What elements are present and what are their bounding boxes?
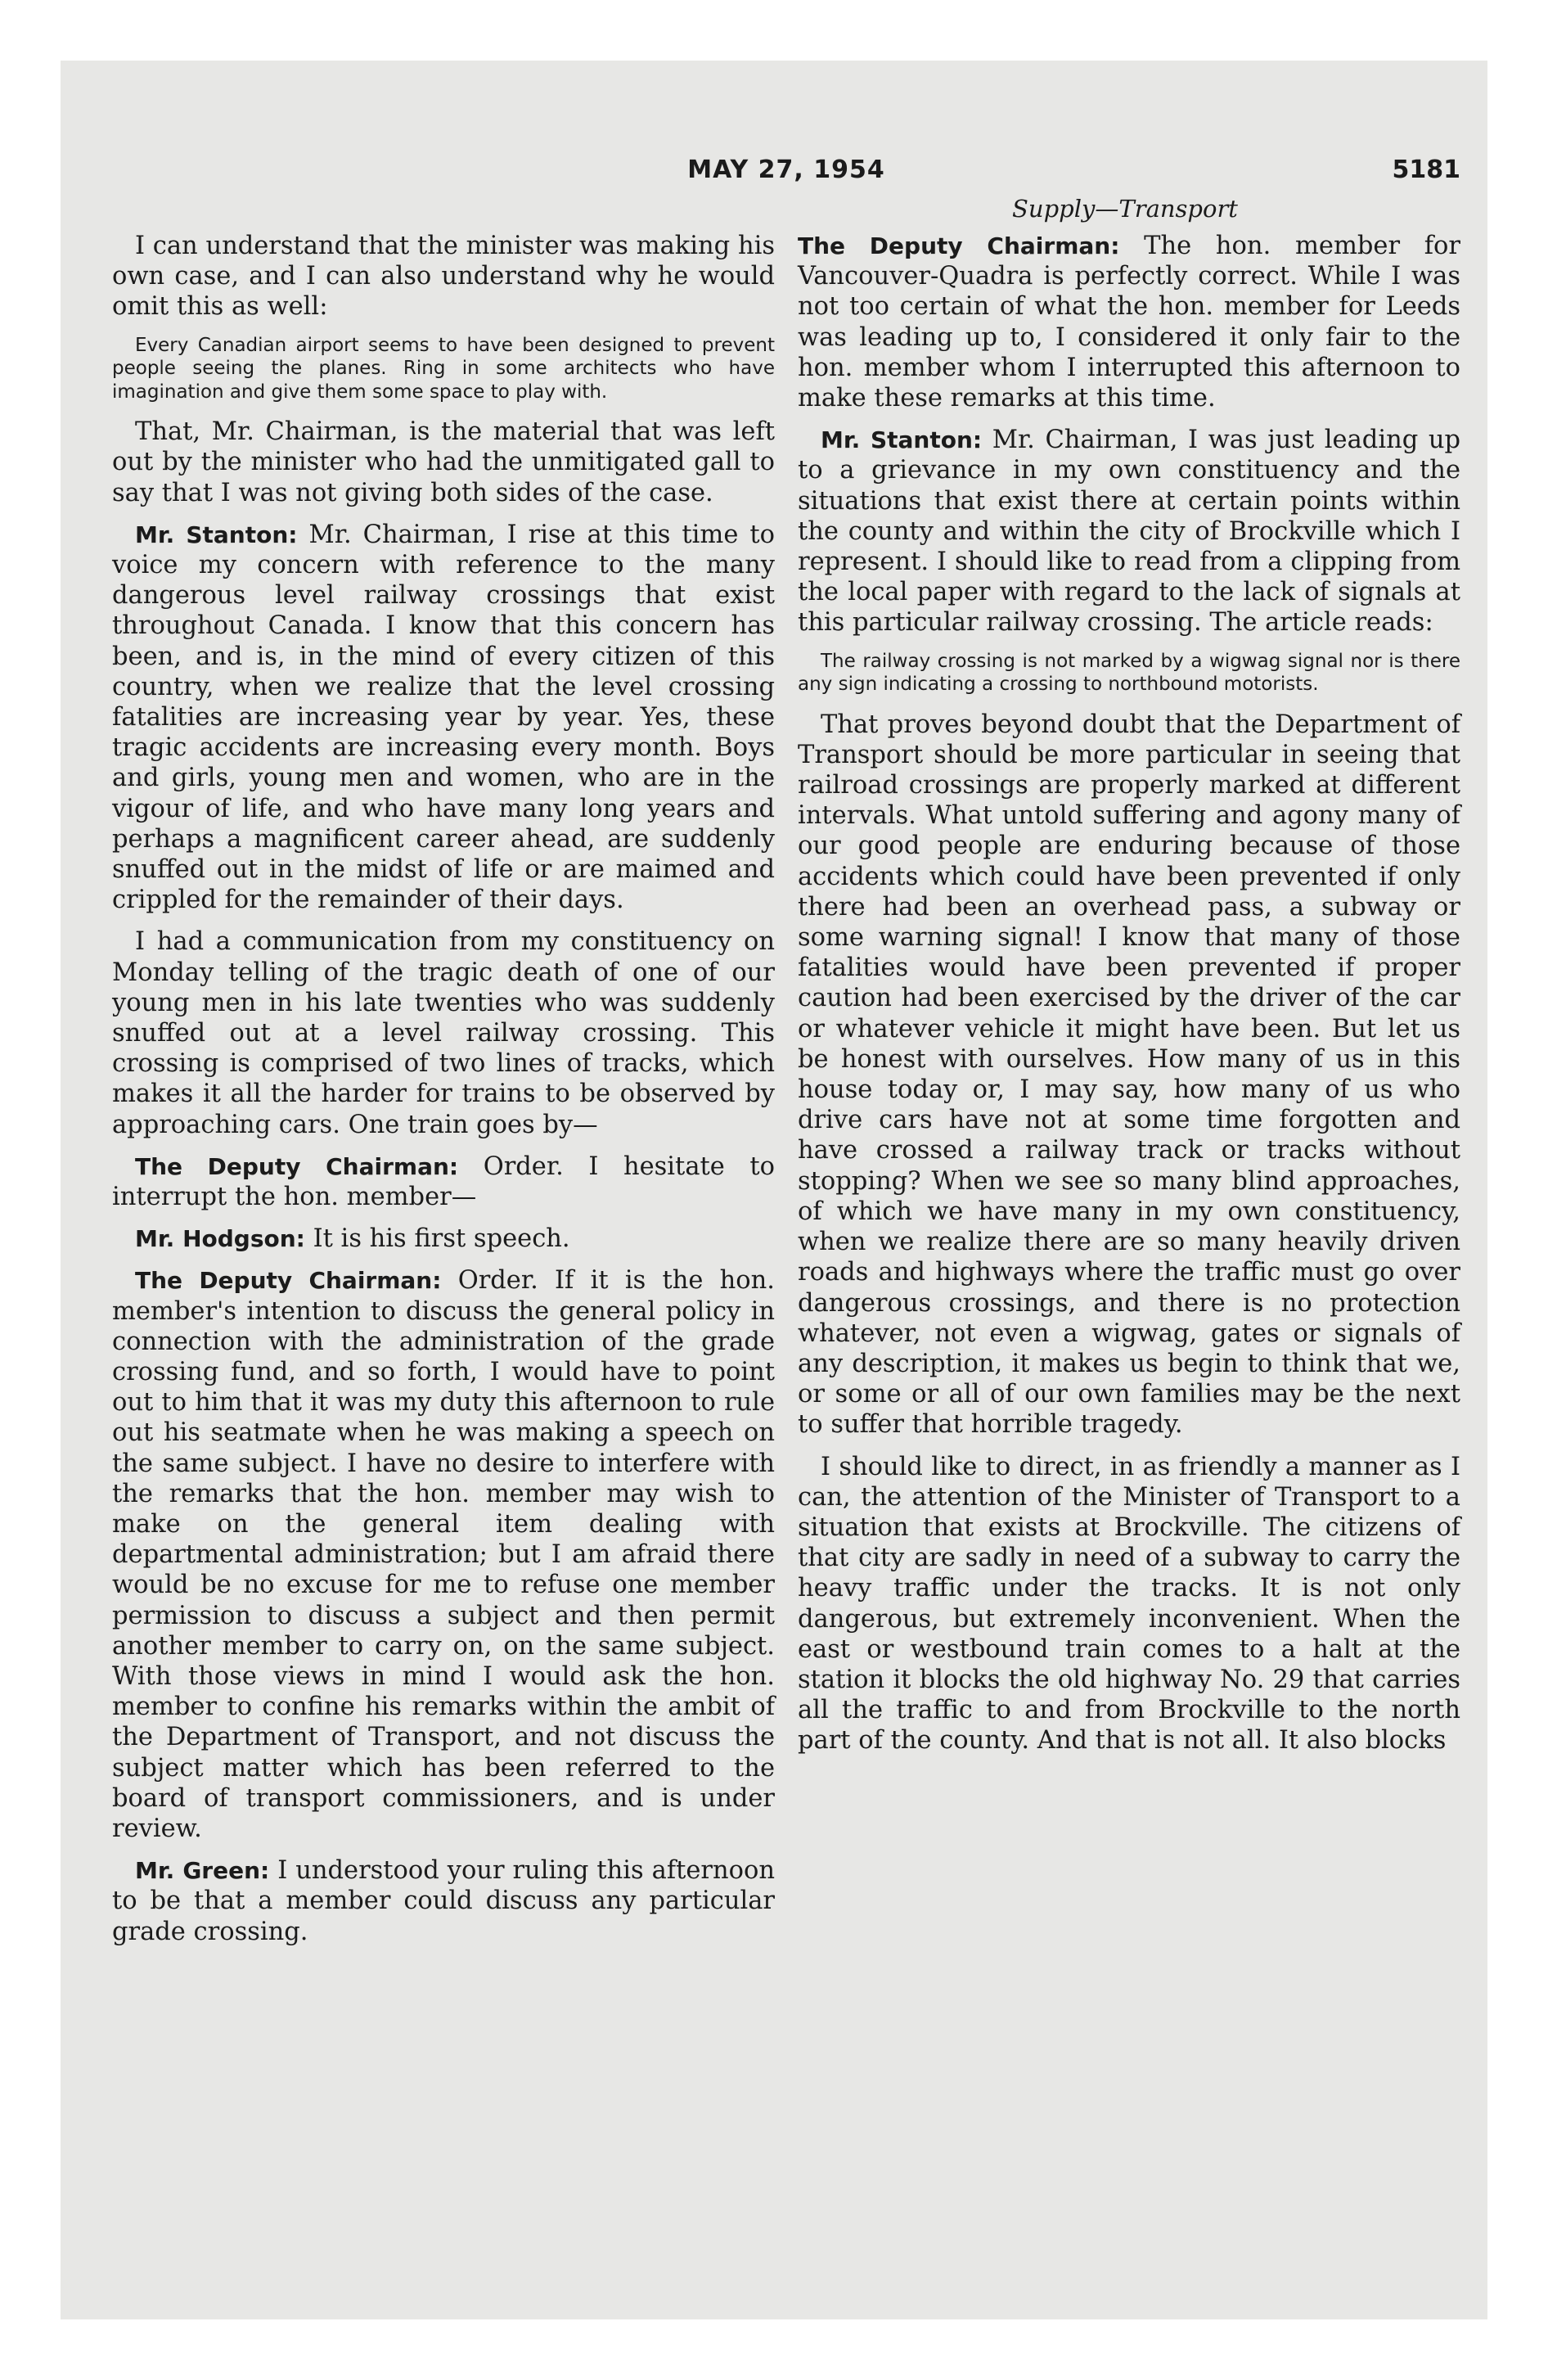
speaker-name: The Deputy Chairman:: [798, 232, 1120, 259]
quoted-excerpt: The railway crossing is not marked by a wigwag signal nor is there any sign indicating a crossing to northbound motorists.: [798, 650, 1460, 696]
speaker-name: Mr. Stanton:: [821, 426, 983, 454]
speaker-name: Mr. Green:: [135, 1857, 270, 1885]
speech-paragraph: [798, 425, 1460, 638]
speech-text: I understood your ruling this afternoon to be that a member could discuss any particular grade crossing.: [112, 1856, 776, 1946]
page-number: 5181: [1392, 156, 1460, 184]
body-paragraph: That proves beyond doubt that the Department of Transport should be more particular in seeing that railroad crossings are properly marked at different intervals. What untold suffering and agony many of our good people are enduring because of those accidents which could have been prevented if only there had been an overhead pass, a subway or some warning signal! I know that many of those fatalities would have been prevented if proper caution had been exercised by the driver of the car or whatever vehicle it might have been. But let us be honest with ourselves. How many of us in this house today or, I may say, how many of us who drive cars have not at some time forgotten and have crossed a railway track or tracks without stopping? When we see so many blind approaches, of which we have many in my own constituency, when we realize there are so many heavily driven roads and highways where the traffic must go over dangerous crossings, and there is no protection whatever, not even a wigwag, gates or signals of any description, it makes us begin to think that we, or some or all of our own families may be the next to suffer that horrible tragedy.: [798, 710, 1460, 1440]
running-head: Supply—Transport: [1012, 195, 1238, 223]
quoted-excerpt: Every Canadian airport seems to have been designed to prevent people seeing the planes. Ring in some architects who have imagination and give them some space to play with.: [112, 334, 775, 403]
body-paragraph: I had a communication from my constituency on Monday telling of the tragic death of one of our young men in his late twenties who was suddenly snuffed out at a level railway crossing. This crossing is comprised of two lines of tracks, which makes it all the harder for trains to be observed by approaching cars. One train goes by—: [112, 927, 775, 1139]
speech-paragraph: [112, 1265, 775, 1844]
body-paragraph: That, Mr. Chairman, is the material that was left out by the minister who had the unmitigated gall to say that I was not giving both sides of the case.: [112, 417, 775, 507]
speech-paragraph: [112, 520, 775, 916]
speech-text: The hon. member for Vancouver-Quadra is perfectly correct. While I was not too certain of what the hon. member for Leeds was leading up to, I considered it only fair to the hon. member whom I interrupted this afternoon to make these remarks at this time.: [798, 232, 1460, 413]
speech-text: Order. I hesitate to interrupt the hon. member—: [112, 1152, 775, 1211]
speech-text: Mr. Chairman, I was just leading up to a grievance in my own constituency and the situations that exist there at certain points within the county and within the city of Brockville which I represent. I should like to read from a clipping from the local paper with regard to the lack of signals at this particular railway crossing. The article reads:: [798, 426, 1461, 638]
speaker-name: The Deputy Chairman:: [135, 1152, 459, 1180]
body-paragraph: I should like to direct, in as friendly a manner as I can, the attention of the Minister of Transport to a situation that exists at Brockville. The citizens of that city are sadly in need of a subway to carry the heavy traffic under the tracks. It is not only dangerous, but extremely inconvenient. When the east or westbound train comes to a halt at the station it blocks the old highway No. 29 that carries all the traffic to and from Brockville to the north part of the county. And that is not all. It also blocks: [798, 1452, 1460, 1756]
speaker-name: Mr. Hodgson:: [135, 1225, 305, 1253]
right-column: [798, 231, 1460, 1768]
speech-text: Mr. Chairman, I rise at this time to voice my concern with reference to the many dangerous level railway crossings that exist throughout Canada. I know that this concern has been, and is, in the mind of every citizen of this country, when we realize that the level crossing fatalities are increasing year by year. Yes, these tragic accidents are increasing every month. Boys and girls, young men and women, who are in the vigour of life, and who have many long years and perhaps a magnificent career ahead, are suddenly snuffed out in the midst of life or are maimed and crippled for the remainder of their days.: [112, 520, 775, 915]
body-paragraph: I can understand that the minister was making his own case, and I can also understand why he would omit this as well:: [112, 232, 775, 322]
speech-paragraph: [798, 231, 1460, 413]
speech-text: Order. If it is the hon. member's intention to discuss the general policy in connection with the administration of the grade crossing fund, and so forth, I would have to point out to him that it was my duty this afternoon to rule out his seatmate when he was making a speech on the same subject. I have no desire to interfere with the remarks that the hon. member may wish to make on the general item dealing with departmental administration; but I am afraid there would be no excuse for me to refuse one member permission to discuss a subject and then permit another member to carry on, on the same subject. With those views in mind I would ask the hon. member to confine his remarks within the ambit of the Department of Transport, and not discuss the subject matter which has been referred to the board of transport commissioners, and is under review.: [112, 1266, 775, 1844]
speech-paragraph: [112, 1224, 775, 1254]
left-column: [112, 231, 775, 1959]
speech-paragraph: [112, 1152, 775, 1212]
speaker-name: Mr. Stanton:: [135, 521, 298, 548]
page-date: MAY 27, 1954: [687, 156, 885, 184]
speaker-name: The Deputy Chairman:: [135, 1267, 442, 1295]
speech-text: It is his first speech.: [313, 1224, 570, 1254]
page-header: [112, 156, 1460, 188]
speech-paragraph: [112, 1855, 775, 1947]
